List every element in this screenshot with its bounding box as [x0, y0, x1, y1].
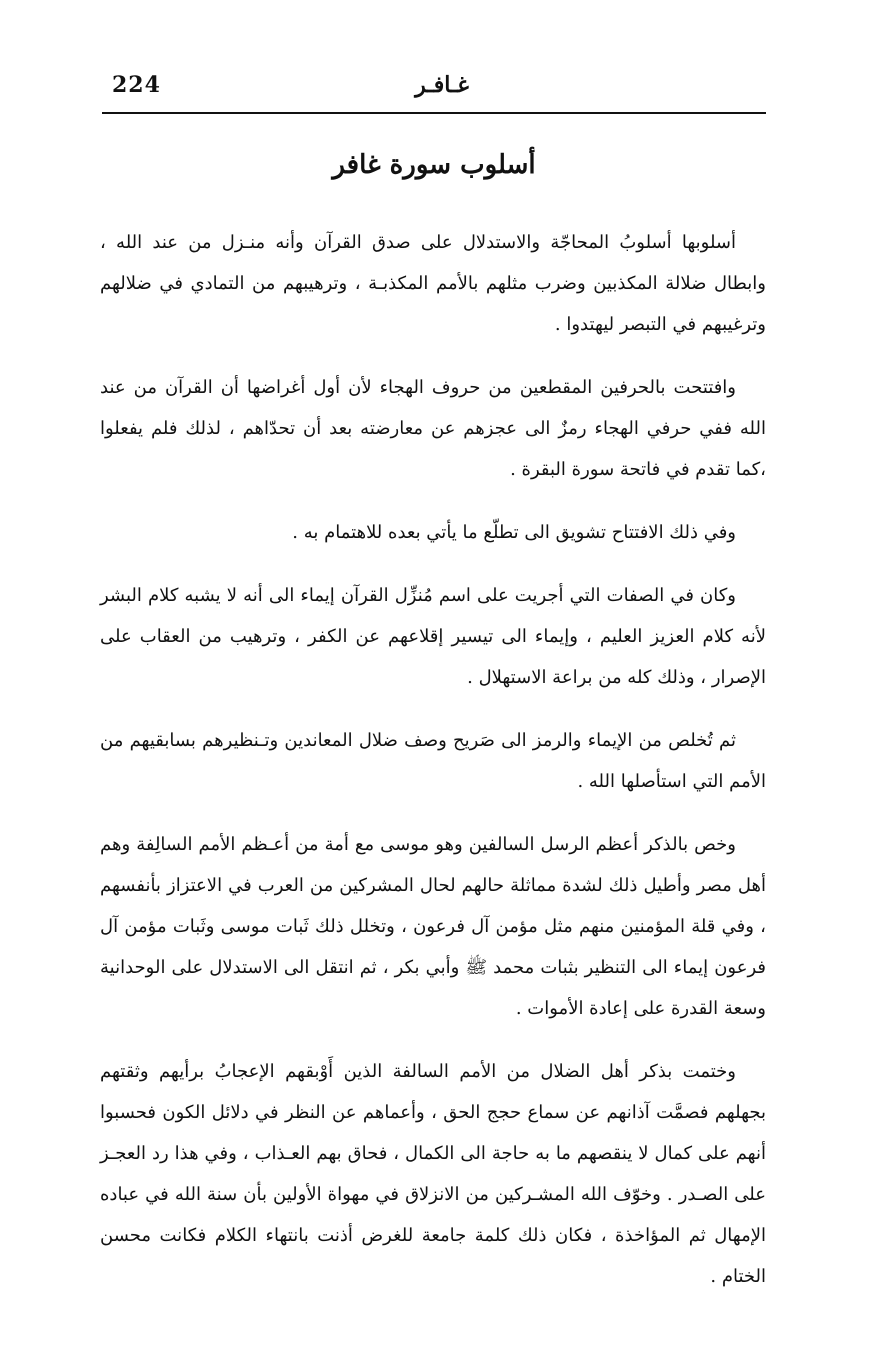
header-rule — [102, 112, 766, 114]
running-title: غـافـر — [415, 72, 469, 98]
paragraph-4: وكان في الصفات التي أجريت على اسم مُنزِّل القرآن إيماء الى أنه لا يشبه كلام البشر لأنه كلام العزيز العليم ، وإيماء الى تيسير إقلاعهم عن الكفر ، وترهيب من العقاب على الإصرار ، وذلك كله من براعة الاستهلال . — [100, 585, 766, 688]
paragraph-3: وفي ذلك الافتتاح تشويق الى تطلّع ما يأتي بعده للاهتمام به . — [292, 522, 736, 543]
paragraph-6: وخص بالذكر أعظم الرسل السالفين وهو موسى مع أمة من أعـظم الأمم السالِفة وهم أهل مصر وأطيل ذلك لشدة مماثلة حالهم لحال المشركين من العرب في الاعتزاز بأنفسهم ، وفي قلة المؤمنين منهم مثل مؤمن آل فرعون ، وتخلل ذلك ثَبات موسى وثَبات مؤمن آل فرعون إيماء الى التنظير بثبات محمد ﷺ وأبي بكر ، ثم انتقل الى الاستدلال على الوحدانية وسعة القدرة على إعادة الأموات . — [100, 834, 766, 1019]
running-header — [102, 66, 766, 110]
body-text — [100, 222, 766, 1319]
paragraph-7: وختمت بذكر أهل الضلال من الأمم السالفة الذين أَوْبقهم الإعجابُ برأيهم وثقتهم بجهلهم فصمَّت آذانهم عن سماع حجج الحق ، وأعماهم عن النظر في دلائل الكون فحسبوا أنهم على كمال لا ينقصهم ما به حاجة الى الكمال ، فحاق بهم العـذاب ، وفي هذا رد العجـز على الصـدر . وخوّف الله المشـركين من الانزلاق في مهواة الأولين بأن سنة الله في عباده الإمهال ثم المؤاخذة ، فكان ذلك كلمة جامعة للغرض أذنت بانتهاء الكلام فكانت محسن الختام . — [100, 1061, 766, 1287]
paragraph-5: ثم تُخلص من الإيماء والرمز الى صَريح وصف ضلال المعاندين وتـنظيرهم بسابقيهم من الأمم التي استأصلها الله . — [100, 730, 766, 792]
page-number: 224 — [112, 72, 161, 98]
chapter-title: أسلوب سورة غافر — [332, 150, 536, 180]
paragraph-1: أسلوبها أسلوبُ المحاجّة والاستدلال على صدق القرآن وأنه منـزل من عند الله ، وابطال ضلالة المكذبين وضرب مثلهم بالأمم المكذبـة ، وترهيبهم من التمادي في ضلالهم وترغيبهم في التبصر ليهتدوا . — [100, 232, 766, 335]
paragraph-2: وافتتحت بالحرفين المقطعين من حروف الهجاء لأن أول أغراضها أن القرآن من عند الله ففي حرفي الهجاء رمزٌ الى عجزهم عن معارضته بعد أن تحدّاهم ، لذلك فلم يفعلوا ،كما تقدم في فاتحة سورة البقرة . — [100, 377, 766, 480]
